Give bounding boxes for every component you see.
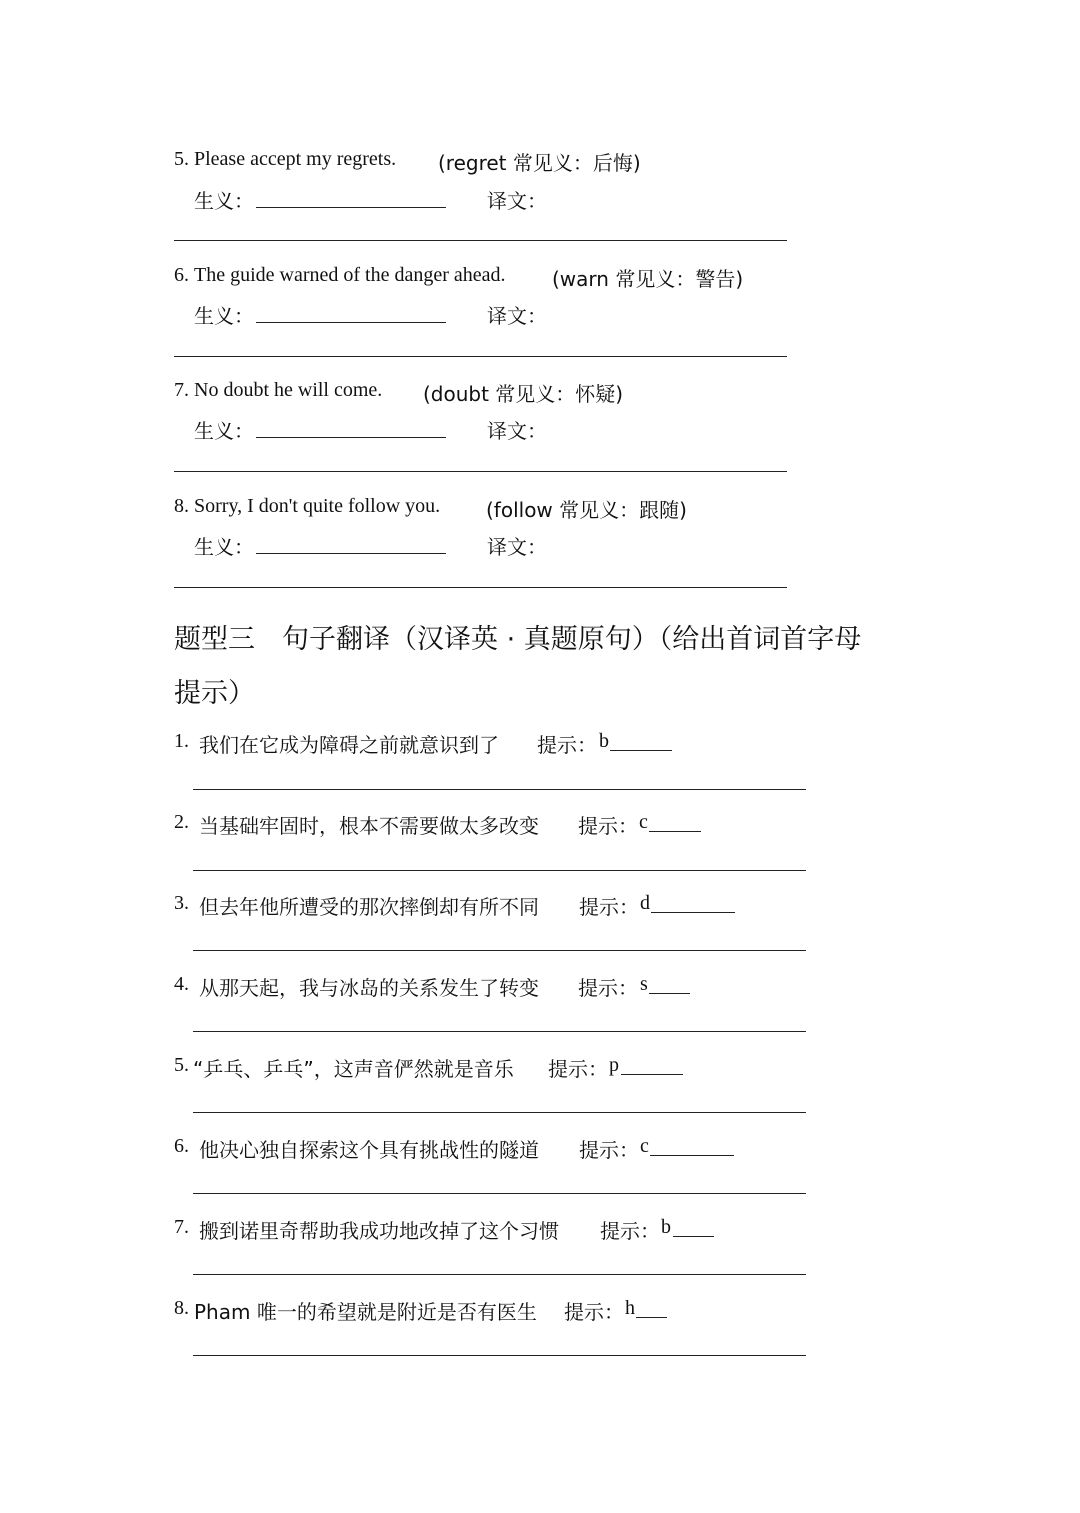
hint-blank[interactable]	[610, 750, 672, 751]
translation-label: 译文：	[487, 535, 547, 559]
item-number: 8.	[174, 495, 189, 517]
translation-answer-line[interactable]	[174, 471, 787, 472]
new-meaning-blank[interactable]	[256, 322, 446, 323]
item-number: 6.	[174, 1135, 189, 1157]
item-number: 3.	[174, 892, 189, 914]
new-meaning-blank[interactable]	[256, 437, 446, 438]
translation-answer-line[interactable]	[174, 240, 787, 241]
hint-label: 提示：	[600, 1219, 660, 1243]
answer-line[interactable]	[193, 789, 806, 790]
hint-label: 提示：	[564, 1300, 624, 1324]
chinese-sentence: 从那天起，我与冰岛的关系发生了转变	[199, 976, 539, 1000]
hint-letter: h	[625, 1297, 635, 1319]
answer-line[interactable]	[193, 870, 806, 871]
hint-blank[interactable]	[650, 1155, 734, 1156]
chinese-sentence: “乒乓、乒乓”，这声音俨然就是音乐	[193, 1057, 514, 1081]
english-sentence: Please accept my regrets.	[194, 148, 397, 170]
new-meaning-label: 生义：	[194, 304, 254, 328]
hint-label: 提示：	[548, 1057, 608, 1081]
translation-label: 译文：	[487, 419, 547, 443]
answer-line[interactable]	[193, 1355, 806, 1356]
answer-line[interactable]	[193, 950, 806, 951]
new-meaning-label: 生义：	[194, 189, 254, 213]
hint-blank[interactable]	[651, 912, 735, 913]
hint-label: 提示：	[579, 1138, 639, 1162]
chinese-sentence: Pham 唯一的希望就是附近是否有医生	[194, 1300, 537, 1324]
hint-blank[interactable]	[636, 1317, 667, 1318]
hint-letter: b	[661, 1216, 671, 1238]
common-meaning-hint: (doubt 常见义：怀疑)	[423, 382, 624, 406]
common-meaning-hint: (regret 常见义：后悔)	[438, 151, 641, 175]
translation-answer-line[interactable]	[174, 587, 787, 588]
answer-line[interactable]	[193, 1031, 806, 1032]
item-number: 7.	[174, 379, 189, 401]
hint-label: 提示：	[579, 895, 639, 919]
hint-label: 提示：	[537, 733, 597, 757]
hint-letter: d	[640, 892, 650, 914]
item-number: 2.	[174, 811, 189, 833]
hint-blank[interactable]	[649, 993, 690, 994]
hint-blank[interactable]	[621, 1074, 683, 1075]
common-meaning-hint: (warn 常见义：警告)	[552, 267, 744, 291]
new-meaning-label: 生义：	[194, 535, 254, 559]
chinese-sentence: 但去年他所遭受的那次摔倒却有所不同	[199, 895, 539, 919]
new-meaning-blank[interactable]	[256, 553, 446, 554]
hint-blank[interactable]	[673, 1236, 714, 1237]
hint-letter: c	[640, 1135, 649, 1157]
answer-line[interactable]	[193, 1112, 806, 1113]
hint-label: 提示：	[578, 814, 638, 838]
translation-label: 译文：	[487, 189, 547, 213]
item-number: 5.	[174, 148, 189, 170]
hint-letter: p	[609, 1054, 619, 1076]
answer-line[interactable]	[193, 1193, 806, 1194]
hint-letter: s	[640, 973, 648, 995]
hint-blank[interactable]	[649, 831, 701, 832]
chinese-sentence: 当基础牢固时，根本不需要做太多改变	[199, 814, 539, 838]
item-number: 6.	[174, 264, 189, 286]
new-meaning-label: 生义：	[194, 419, 254, 443]
item-number: 8.	[174, 1297, 189, 1319]
hint-letter: b	[599, 730, 609, 752]
chinese-sentence: 他决心独自探索这个具有挑战性的隧道	[199, 1138, 539, 1162]
translation-answer-line[interactable]	[174, 356, 787, 357]
item-number: 7.	[174, 1216, 189, 1238]
item-number: 1.	[174, 730, 189, 752]
common-meaning-hint: (follow 常见义：跟随)	[486, 498, 687, 522]
translation-label: 译文：	[487, 304, 547, 328]
hint-letter: c	[639, 811, 648, 833]
item-number: 4.	[174, 973, 189, 995]
english-sentence: Sorry, I don't quite follow you.	[194, 495, 441, 517]
section-title: 题型三 句子翻译（汉译英 · 真题原句）（给出首词首字母	[174, 624, 862, 655]
new-meaning-blank[interactable]	[256, 207, 446, 208]
hint-label: 提示：	[578, 976, 638, 1000]
chinese-sentence: 我们在它成为障碍之前就意识到了	[199, 733, 499, 757]
english-sentence: No doubt he will come.	[194, 379, 383, 401]
english-sentence: The guide warned of the danger ahead.	[194, 264, 506, 286]
chinese-sentence: 搬到诺里奇帮助我成功地改掉了这个习惯	[199, 1219, 559, 1243]
item-number: 5.	[174, 1054, 189, 1076]
section-title-continued: 提示）	[174, 678, 255, 709]
answer-line[interactable]	[193, 1274, 806, 1275]
